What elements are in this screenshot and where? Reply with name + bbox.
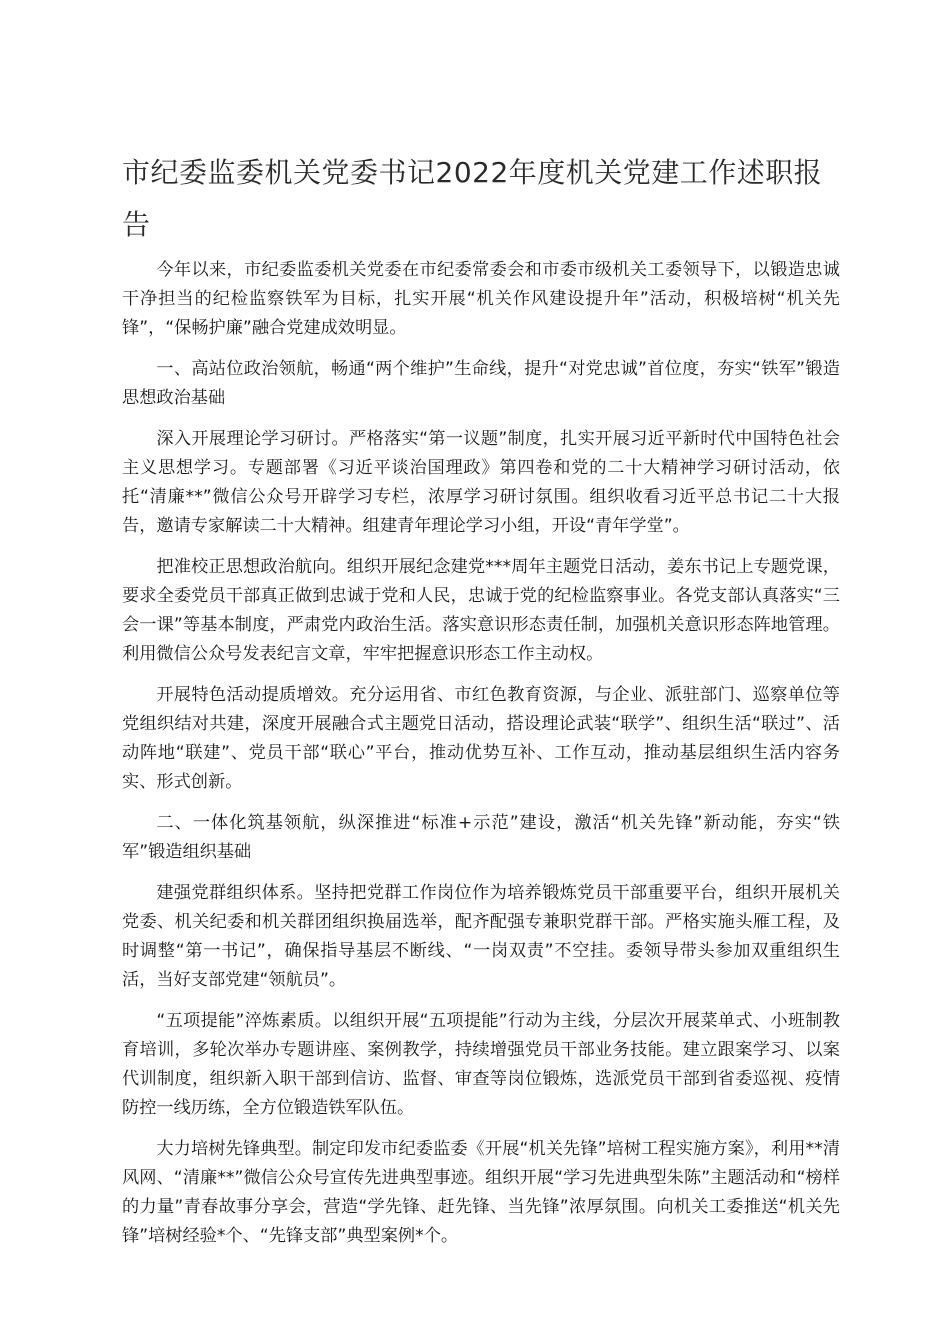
document-title: 市纪委监委机关党委书记2022年度机关党建工作述职报告 [122, 156, 823, 241]
document-body [122, 256, 840, 1263]
intro-paragraph: 今年以来，市纪委监委机关党委在市纪委常委会和市委市级机关工委领导下，以锻造忠诚干净担当的纪检监察铁军为目标，扎实开展“机关作风建设提升年”活动，积极培树“机关先锋”，“保畅护廉”融合党建成效明显。 [122, 260, 840, 338]
section-heading-1: 一、高站位政治领航，畅通“两个维护”生命线，提升“对党忠诚”首位度，夯实“铁军”锻造思想政治基础 [122, 359, 840, 408]
body-paragraph: 开展特色活动提质增效。充分运用省、市红色教育资源，与企业、派驻部门、巡察单位等党组织结对共建，深度开展融合式主题党日活动，搭设理论武装“联学”、组织生活“联过”、活动阵地“联建”、党员干部“联心”平台，推动优势互补、工作互动，推动基层组织生活内容务实、形式创新。 [122, 685, 840, 792]
section-heading-2: 二、一体化筑基领航，纵深推进“标准+示范”建设，激活“机关先锋”新动能，夯实“铁军”锻造组织基础 [122, 813, 840, 862]
body-paragraph: 把准校正思想政治航向。组织开展纪念建党***周年主题党日活动，姜东书记上专题党课，要求全委党员干部真正做到忠诚于党和人民，忠诚于党的纪检监察事业。各党支部认真落实“三会一课”等基本制度，严肃党内政治生活。落实意识形态责任制，加强机关意识形态阵地管理。利用微信公众号发表纪言文章，牢牢把握意识形态工作主动权。 [122, 557, 840, 664]
body-paragraph: 建强党群组织体系。坚持把党群工作岗位作为培养锻炼党员干部重要平台，组织开展机关党委、机关纪委和机关群团组织换届选举，配齐配强专兼职党群干部。严格实施头雁工程，及时调整“第一书记”，确保指导基层不断线、“一岗双责”不空挂。委领导带头参加双重组织生活，当好支部党建“领航员”。 [122, 883, 840, 990]
body-paragraph: 深入开展理论学习研讨。严格落实“第一议题”制度，扎实开展习近平新时代中国特色社会主义思想学习。专题部署《习近平谈治国理政》第四卷和党的二十大精神学习研讨活动，依托“清廉**”微信公众号开辟学习专栏，浓厚学习研讨氛围。组织收看习近平总书记二十大报告，邀请专家解读二十大精神。组建青年理论学习小组，开设“青年学堂”。 [122, 429, 840, 536]
body-paragraph: “五项提能”淬炼素质。以组织开展“五项提能”行动为主线，分层次开展菜单式、小班制教育培训，多轮次举办专题讲座、案例教学，持续增强党员干部业务技能。建立跟案学习、以案代训制度，组织新入职干部到信访、监督、审查等岗位锻炼，选派党员干部到省委巡视、疫情防控一线历练，全方位锻造铁军队伍。 [122, 1011, 840, 1118]
body-paragraph: 大力培树先锋典型。制定印发市纪委监委《开展“机关先锋”培树工程实施方案》，利用**清风网、“清廉**”微信公众号宣传先进典型事迹。组织开展“学习先进典型朱陈”主题活动和“榜样的力量”青春故事分享会，营造“学先锋、赶先锋、当先锋”浓厚氛围。向机关工委推送“机关先锋”培树经验*个、“先锋支部”典型案例*个。 [122, 1139, 840, 1246]
